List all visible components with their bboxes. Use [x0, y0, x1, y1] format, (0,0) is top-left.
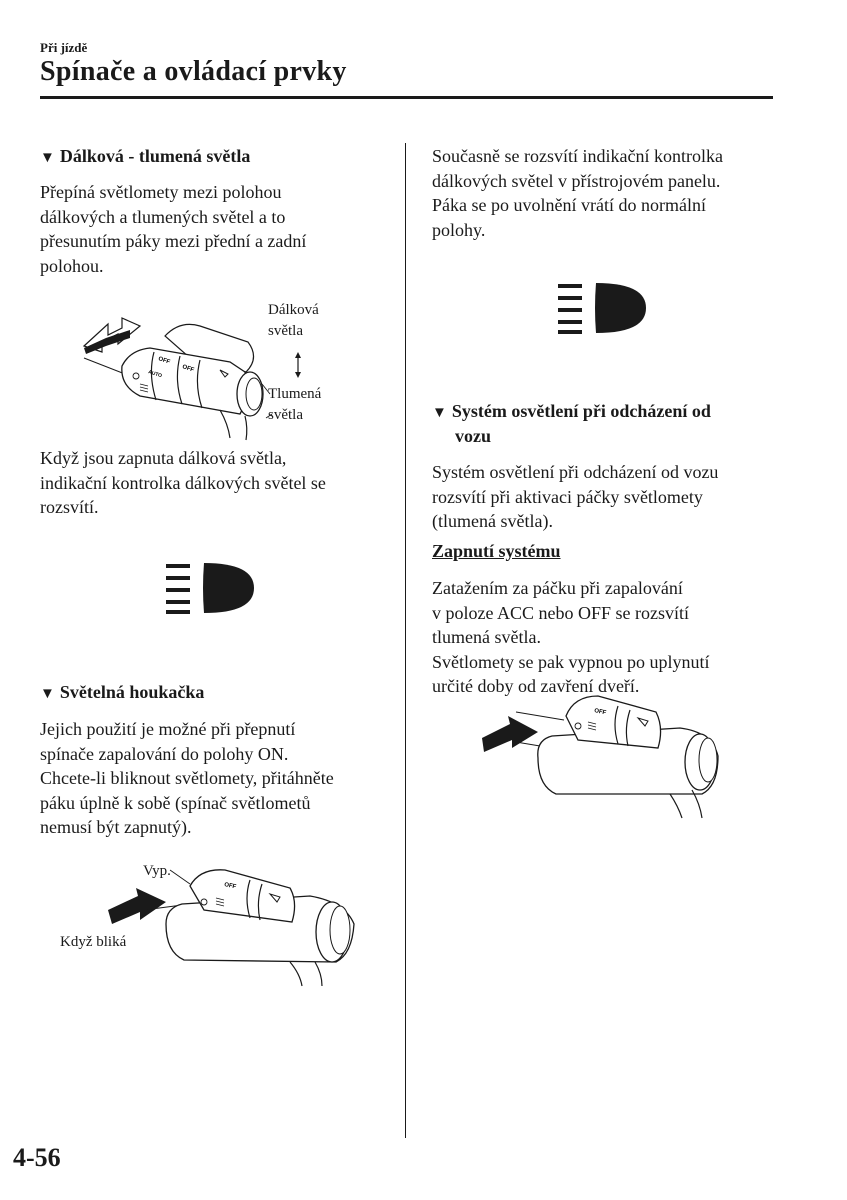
- triangle-bullet-icon: ▼: [40, 150, 55, 166]
- triangle-bullet-icon: ▼: [432, 405, 447, 421]
- lever-figure-high-low: [70, 298, 370, 443]
- heading-leaving-home-lights-line2: vozu: [455, 426, 491, 446]
- switch-off-marking-3: OFF: [223, 882, 237, 891]
- subheading-enable-system: Zapnutí systému: [432, 541, 561, 561]
- section-label: Při jízdě: [40, 40, 88, 55]
- label-off: Vyp.: [143, 863, 171, 879]
- lever-figure-leaving-home: [480, 690, 745, 820]
- high-beam-indicator-icon: [166, 561, 256, 615]
- label-low-beam: Tlumená světla: [268, 386, 322, 423]
- indicator-note: Současně se rozsvítí indikační kontrolka dálkových světel v přístrojovém panelu. Páka se po uvolnění vrátí do normální polohy.: [432, 146, 723, 240]
- switch-auto-marking: AUTO: [147, 369, 163, 380]
- switch-off-marking-4: OFF: [593, 708, 607, 717]
- leaving-home-description: Systém osvětlení při odcházení od vozu rozsvítí při aktivaci páčky světlomety (tlumená světla).: [432, 462, 719, 531]
- flasher-description: Jejich použití je možné při přepnutí spínače zapalování do polohy ON. Chcete-li bliknout světlomety, přitáhněte páku úplně k sobě (spínač světlometů nemusí být zapnutý).: [40, 719, 334, 837]
- heading-leaving-home-lights: ▼ Systém osvětlení při odcházení od: [432, 401, 711, 421]
- column-divider: [405, 143, 406, 1138]
- triangle-bullet-icon: ▼: [40, 686, 55, 702]
- enable-system-description: Zatažením za páčku při zapalování v poloze ACC nebo OFF se rozsvítí tlumená světla. Světlomety se pak vypnou po uplynutí určité doby od zavření dveří.: [432, 578, 710, 696]
- label-when-flashing: Když bliká: [60, 934, 127, 950]
- switch-off-marking: OFF: [157, 356, 171, 366]
- lever-figure-flasher: [100, 862, 370, 987]
- high-beam-indicator-icon: [558, 281, 648, 335]
- high-low-description: Přepíná světlomety mezi polohou dálkových a tlumených světel a to přesunutím páky mezi přední a zadní polohou.: [40, 182, 307, 276]
- title-rule: [40, 96, 773, 99]
- switch-off-marking-2: OFF: [181, 364, 195, 374]
- heading-flasher: ▼ Světelná houkačka: [40, 682, 205, 702]
- high-beam-indicator-note: Když jsou zapnuta dálková světla, indikační kontrolka dálkových světel se rozsvítí.: [40, 448, 326, 517]
- page-number: 4-56: [13, 1143, 61, 1172]
- heading-high-low-beam: ▼ Dálková - tlumená světla: [40, 146, 251, 166]
- page-title: Spínače a ovládací prvky: [40, 56, 347, 87]
- lever-illustration: [70, 298, 370, 443]
- label-high-beam: Dálková světla: [268, 302, 319, 339]
